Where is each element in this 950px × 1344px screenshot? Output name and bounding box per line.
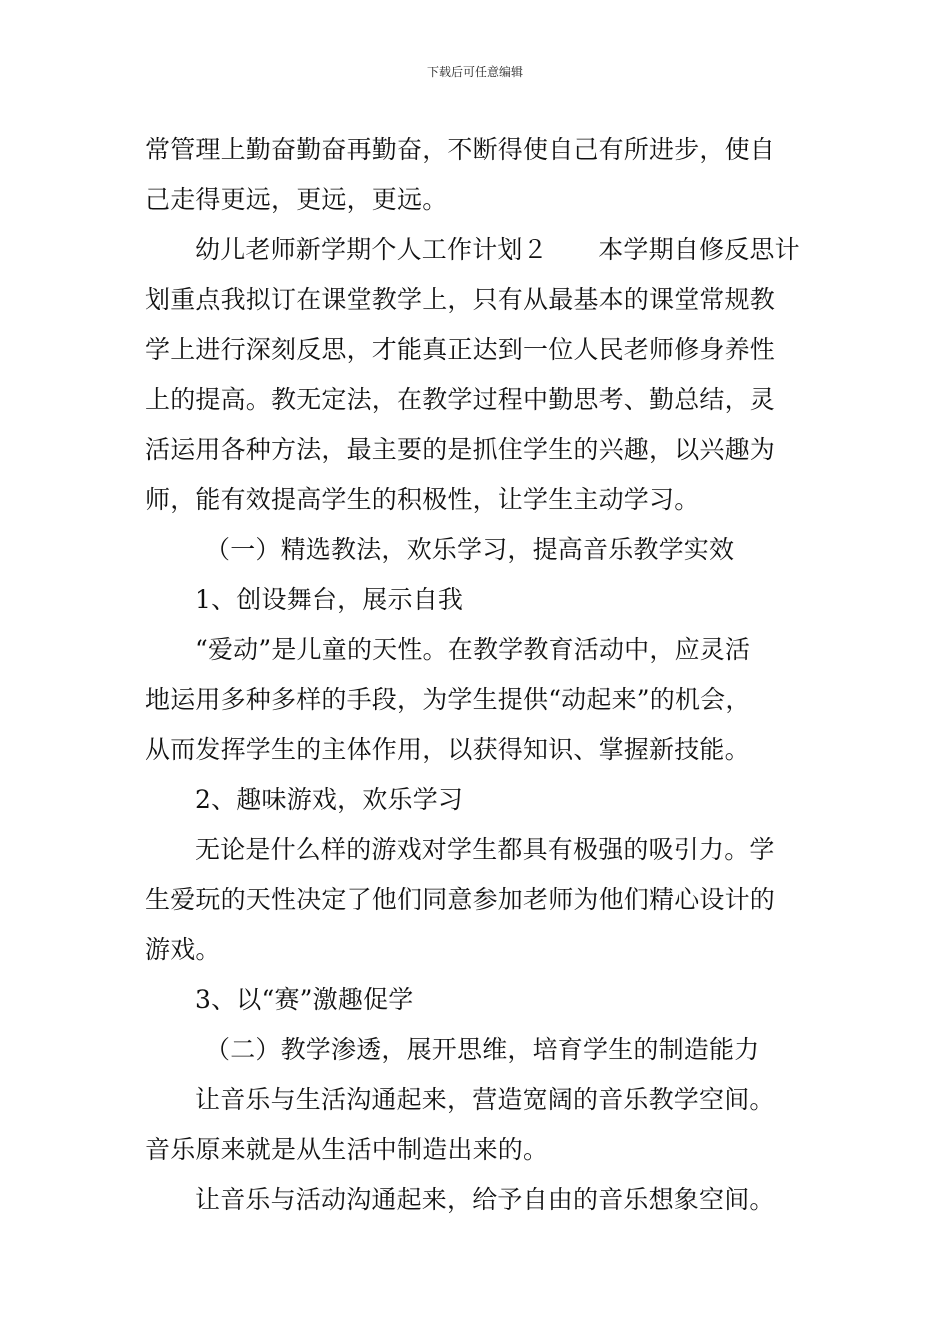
text-line: “爱动”是儿童的天性。在教学教育活动中，应灵活	[195, 635, 751, 664]
text-line: 2、趣味游戏，欢乐学习	[195, 785, 464, 814]
text-line: 让音乐与活动沟通起来，给予自由的音乐想象空间。	[195, 1185, 775, 1214]
text-line: 3、以“赛”激趣促学	[195, 985, 414, 1014]
text-line: 活运用各种方法，最主要的是抓住学生的兴趣，以兴趣为	[145, 435, 776, 464]
text-line: 地运用多种多样的手段，为学生提供“动起来”的机会，	[145, 685, 751, 714]
page-header-note: 下载后可任意编辑	[426, 65, 523, 79]
text-line: 1、创设舞台，展示自我	[195, 585, 464, 614]
text-line: 己走得更远，更远，更远。	[145, 185, 448, 214]
text-line: 学上进行深刻反思，才能真正达到一位人民老师修身养性	[145, 335, 776, 364]
text-line: 划重点我拟订在课堂教学上，只有从最基本的课堂常规教	[145, 285, 776, 314]
text-line: 上的提高。教无定法，在教学过程中勤思考、勤总结，灵	[145, 385, 776, 414]
text-line: 生爱玩的天性决定了他们同意参加老师为他们精心设计的	[145, 885, 776, 914]
text-line: 无论是什么样的游戏对学生都具有极强的吸引力。学	[195, 835, 775, 864]
text-line: （二）教学渗透，展开思维，培育学生的制造能力	[205, 1035, 760, 1064]
text-line: 游戏。	[145, 935, 221, 964]
text-line: 常管理上勤奋勤奋再勤奋，不断得使自己有所进步，使自	[145, 135, 776, 164]
document-body	[145, 125, 809, 1225]
text-line: 音乐原来就是从生活中制造出来的。	[145, 1135, 549, 1164]
text-line: 从而发挥学生的主体作用，以获得知识、掌握新技能。	[145, 735, 750, 764]
text-line: 让音乐与生活沟通起来，营造宽阔的音乐教学空间。	[195, 1085, 775, 1114]
text-line: 师，能有效提高学生的积极性，让学生主动学习。	[145, 485, 700, 514]
text-line: （一）精选教法，欢乐学习，提高音乐教学实效	[205, 535, 735, 564]
text-line: 幼儿老师新学期个人工作计划２ 本学期自修反思计	[195, 235, 800, 264]
